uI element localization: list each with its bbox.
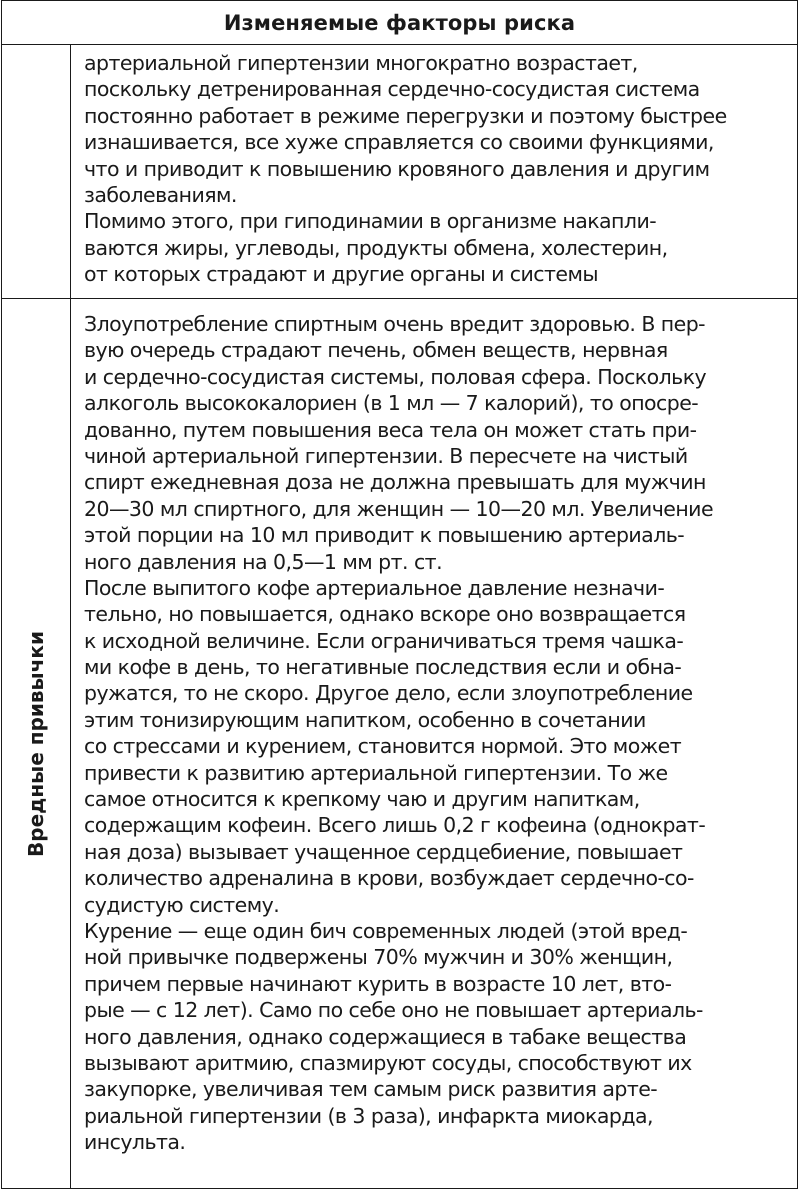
text-line: количество адреналина в крови, возбуждает сердечно-со- — [84, 866, 694, 891]
text-line: содержащим кофеин. Всего лишь 0,2 г кофеина (однократ- — [84, 813, 706, 838]
text-line: причем первые начинают курить в возрасте 10 лет, вто- — [84, 971, 672, 996]
text-line: Помимо этого, при гиподинамии в организме накапли- — [84, 209, 657, 234]
row-label: Вредные привычки — [24, 630, 48, 857]
text-line: судистую систему. — [84, 892, 280, 917]
row-text-cell — [84, 311, 787, 1156]
row-text-cell — [84, 50, 787, 288]
text-line: тельно, но повышается, однако вскоре оно возвращается — [84, 602, 686, 627]
text-line: закупорке, увеличивая тем самым риск развития арте- — [84, 1077, 658, 1102]
text-line: что и приводит к повышению кровяного давления и другим — [84, 156, 710, 181]
text-line: артериальной гипертензии многократно возрастает, — [84, 51, 638, 75]
table-row-continuation — [2, 45, 797, 299]
text-line: инсульта. — [84, 1130, 186, 1155]
text-line: постоянно работает в режиме перегрузки и поэтому быстрее — [84, 103, 727, 128]
text-line: ная доза) вызывает учащенное сердцебиение, повышает — [84, 839, 683, 864]
text-line: этим тонизирующим напитком, особенно в сочетании — [84, 707, 646, 732]
row-label-cell — [2, 45, 71, 298]
text-line: вую очередь страдают печень, обмен веществ, нервная — [84, 338, 668, 363]
text-line: поскольку детренированная сердечно-сосудистая система — [84, 77, 700, 102]
text-line: ружатся, то не скоро. Другое дело, если злоупотребление — [84, 681, 693, 706]
text-line: ми кофе в день, то негативные последствия если и обна- — [84, 655, 682, 680]
text-line: Злоупотребление спиртным очень вредит здоровью. В пер- — [84, 312, 706, 336]
text-line: от которых страдают и другие органы и системы — [84, 262, 599, 287]
text-line: ной привычке подвержены 70% мужчин и 30% женщин, — [84, 945, 673, 970]
text-line: самое относится к крепкому чаю и другим напиткам, — [84, 787, 640, 812]
text-line: привести к развитию артериальной гипертензии. То же — [84, 760, 668, 785]
table-header: Изменяемые факторы риска — [2, 1, 797, 45]
text-line: 20—30 мл спиртного, для женщин — 10—20 мл. Увеличение — [84, 496, 714, 521]
text-line: со стрессами и курением, становится нормой. Это может — [84, 734, 682, 759]
text-line: ного давления, однако содержащиеся в табаке вещества — [84, 1024, 687, 1049]
risk-factors-table — [1, 0, 798, 1189]
row-label-cell — [2, 299, 71, 1188]
text-line: риальной гипертензии (в 3 раза), инфаркта миокарда, — [84, 1103, 653, 1128]
table-row-bad-habits — [2, 299, 797, 1188]
text-line: Курение — еще один бич современных людей (этой вред- — [84, 918, 688, 943]
text-line: После выпитого кофе артериальное давление незначи- — [84, 575, 665, 600]
text-line: рые — с 12 лет). Само по себе оно не повышает артериаль- — [84, 998, 703, 1023]
text-line: вызывают аритмию, спазмируют сосуды, способствуют их — [84, 1050, 692, 1075]
text-line: чиной артериальной гипертензии. В пересчете на чистый — [84, 443, 688, 468]
text-line: этой порции на 10 мл приводит к повышению артериаль- — [84, 523, 685, 548]
text-line: ного давления на 0,5—1 мм рт. ст. — [84, 549, 443, 574]
text-line: к исходной величине. Если ограничиваться тремя чашка- — [84, 628, 684, 653]
text-line: спирт ежедневная доза не должна превышать для мужчин — [84, 470, 706, 495]
text-line: алкоголь высококалориен (в 1 мл — 7 калорий), то опосре- — [84, 391, 699, 416]
text-line: и сердечно-сосудистая системы, половая сфера. Поскольку — [84, 364, 707, 389]
text-line: ваются жиры, углеводы, продукты обмена, холестерин, — [84, 235, 668, 260]
text-line: заболеваниям. — [84, 182, 237, 207]
text-line: дованно, путем повышения веса тела он может стать при- — [84, 417, 697, 442]
text-line: изнашивается, все хуже справляется со своими функциями, — [84, 130, 714, 155]
